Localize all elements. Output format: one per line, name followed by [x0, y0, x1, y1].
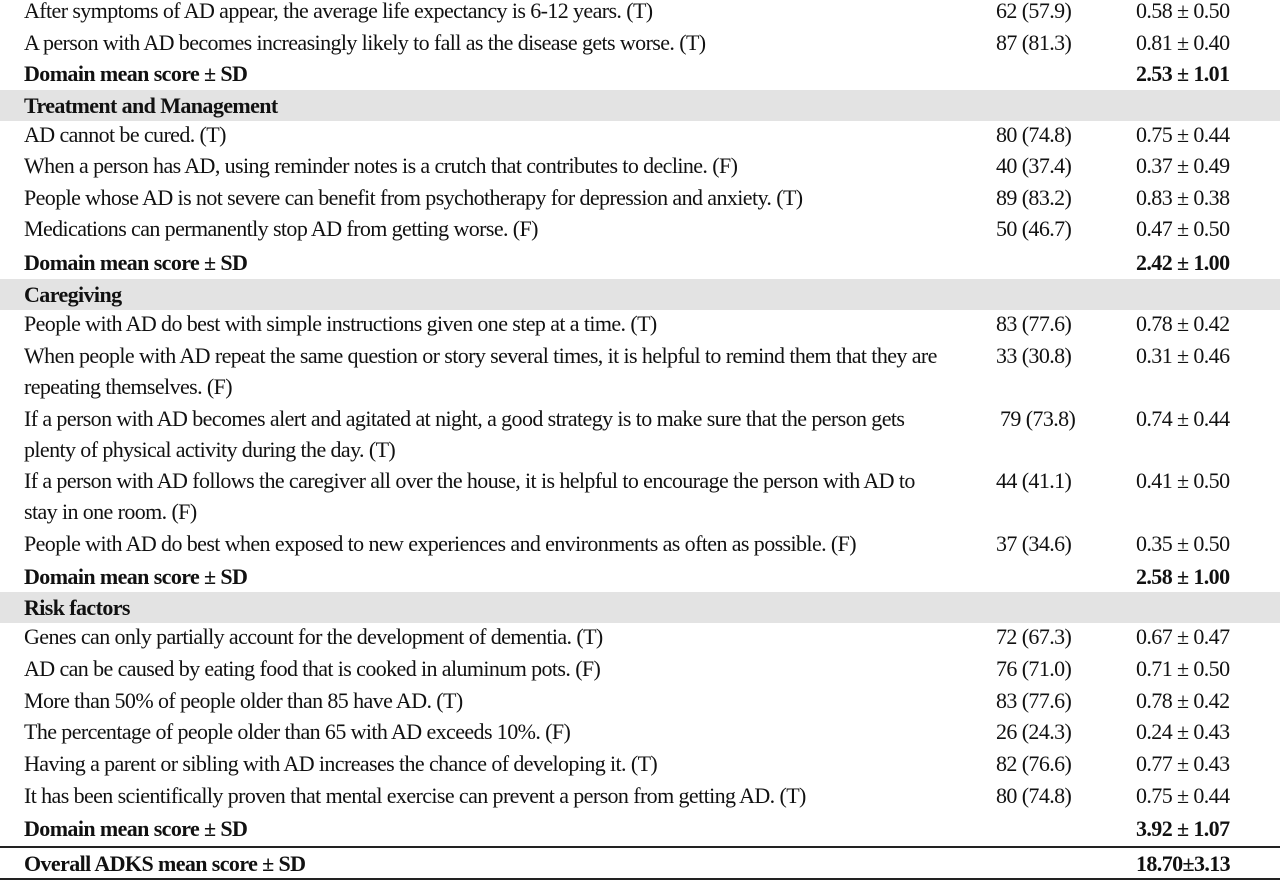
- table-row: [0, 150, 1280, 181]
- table-row: [0, 685, 1280, 716]
- mean-sd-cell: 0.35 ± 0.50: [1136, 531, 1230, 556]
- correct-count-cell: 80 (74.8): [996, 122, 1072, 147]
- correct-count-cell: 50 (46.7): [996, 216, 1072, 241]
- mean-sd-cell: 0.74 ± 0.44: [1136, 406, 1230, 431]
- table-row: [0, 748, 1280, 779]
- item-text: If a person with AD follows the caregiver all over the house, it is helpful to encourage the person with AD to stay in one room. (F): [24, 468, 915, 524]
- mean-sd-cell: 0.78 ± 0.42: [1136, 311, 1230, 336]
- mean-sd-cell: 2.58 ± 1.00: [1136, 564, 1230, 589]
- item-text: When a person has AD, using reminder notes is a crutch that contributes to decline. (F): [24, 153, 738, 178]
- item-text: AD cannot be cured. (T): [24, 122, 226, 147]
- correct-count-cell: 87 (81.3): [996, 30, 1072, 55]
- correct-count-cell: 72 (67.3): [996, 624, 1072, 649]
- item-text: It has been scientifically proven that mental exercise can prevent a person from getting AD. (T): [24, 783, 806, 808]
- mean-sd-cell: 0.77 ± 0.43: [1136, 751, 1230, 776]
- mean-sd-cell: 0.37 ± 0.49: [1136, 153, 1230, 178]
- domain-mean-row: [0, 247, 1280, 278]
- table-row: [0, 182, 1280, 213]
- table-row: [0, 621, 1280, 652]
- item-text: Domain mean score ± SD: [24, 564, 248, 589]
- section-title: Treatment and Management: [24, 93, 278, 118]
- mean-sd-cell: 0.31 ± 0.46: [1136, 343, 1230, 368]
- table-row: [0, 528, 1280, 559]
- correct-count-cell: 40 (37.4): [996, 153, 1072, 178]
- table-row: [0, 780, 1280, 811]
- correct-count-cell: 62 (57.9): [996, 0, 1072, 23]
- table-row: [0, 119, 1280, 150]
- item-text: Genes can only partially account for the development of dementia. (T): [24, 624, 603, 649]
- item-text: Overall ADKS mean score ± SD: [24, 851, 306, 876]
- overall-mean-row: [0, 846, 1280, 880]
- mean-sd-cell: 0.47 ± 0.50: [1136, 216, 1230, 241]
- mean-sd-cell: 3.92 ± 1.07: [1136, 816, 1230, 841]
- correct-count-cell: 76 (71.0): [996, 656, 1072, 681]
- mean-sd-cell: 0.75 ± 0.44: [1136, 122, 1230, 147]
- item-text: Domain mean score ± SD: [24, 816, 248, 841]
- mean-sd-cell: 0.58 ± 0.50: [1136, 0, 1230, 23]
- mean-sd-cell: 0.24 ± 0.43: [1136, 719, 1230, 744]
- table-row: [0, 308, 1280, 339]
- item-text: People whose AD is not severe can benefit from psychotherapy for depression and anxiety. (T): [24, 185, 803, 210]
- item-text: Having a parent or sibling with AD increases the chance of developing it. (T): [24, 751, 658, 776]
- section-header-row: [0, 592, 1280, 623]
- mean-sd-cell: 0.75 ± 0.44: [1136, 783, 1230, 808]
- table-row: [0, 213, 1280, 244]
- table-row: [0, 465, 1280, 527]
- item-text: Domain mean score ± SD: [24, 61, 248, 86]
- mean-sd-cell: 2.42 ± 1.00: [1136, 250, 1230, 275]
- item-text: People with AD do best with simple instructions given one step at a time. (T): [24, 311, 657, 336]
- mean-sd-cell: 2.53 ± 1.01: [1136, 61, 1230, 86]
- mean-sd-cell: 0.81 ± 0.40: [1136, 30, 1230, 55]
- table-row: [0, 340, 1280, 402]
- table-row: [0, 27, 1280, 58]
- correct-count-cell: 82 (76.6): [996, 751, 1072, 776]
- mean-sd-cell: 0.41 ± 0.50: [1136, 468, 1230, 493]
- mean-sd-cell: 18.70±3.13: [1136, 851, 1231, 876]
- mean-sd-cell: 0.78 ± 0.42: [1136, 688, 1230, 713]
- domain-mean-row: [0, 561, 1280, 592]
- table-row: [0, 716, 1280, 747]
- section-header-row: [0, 279, 1280, 310]
- item-text: If a person with AD becomes alert and agitated at night, a good strategy is to make sure that the person gets plenty of physical activity during the day. (T): [24, 406, 905, 462]
- mean-sd-cell: 0.67 ± 0.47: [1136, 624, 1230, 649]
- correct-count-cell: 44 (41.1): [996, 468, 1072, 493]
- item-text: The percentage of people older than 65 with AD exceeds 10%. (F): [24, 719, 571, 744]
- mean-sd-cell: 0.83 ± 0.38: [1136, 185, 1230, 210]
- item-text: People with AD do best when exposed to new experiences and environments as often as possible. (F): [24, 531, 856, 556]
- item-text: More than 50% of people older than 85 have AD. (T): [24, 688, 463, 713]
- correct-count-cell: 79 (73.8): [1000, 406, 1076, 431]
- table-row: [0, 403, 1280, 465]
- item-text: When people with AD repeat the same question or story several times, it is helpful to remind them that they are repeating themselves. (F): [24, 343, 937, 399]
- correct-count-cell: 80 (74.8): [996, 783, 1072, 808]
- item-text: AD can be caused by eating food that is cooked in aluminum pots. (F): [24, 656, 601, 681]
- correct-count-cell: 83 (77.6): [996, 311, 1072, 336]
- table-row: [0, 0, 1280, 26]
- section-title: Risk factors: [24, 595, 130, 620]
- correct-count-cell: 37 (34.6): [996, 531, 1072, 556]
- section-title: Caregiving: [24, 282, 122, 307]
- correct-count-cell: 83 (77.6): [996, 688, 1072, 713]
- domain-mean-row: [0, 58, 1280, 89]
- correct-count-cell: 26 (24.3): [996, 719, 1072, 744]
- item-text: Medications can permanently stop AD from getting worse. (F): [24, 216, 538, 241]
- section-header-row: [0, 90, 1280, 121]
- correct-count-cell: 89 (83.2): [996, 185, 1072, 210]
- correct-count-cell: 33 (30.8): [996, 343, 1072, 368]
- table-row: [0, 653, 1280, 684]
- item-text: A person with AD becomes increasingly likely to fall as the disease gets worse. (T): [24, 30, 706, 55]
- item-text: After symptoms of AD appear, the average life expectancy is 6-12 years. (T): [24, 0, 653, 23]
- item-text: Domain mean score ± SD: [24, 250, 248, 275]
- domain-mean-row: [0, 813, 1280, 844]
- mean-sd-cell: 0.71 ± 0.50: [1136, 656, 1230, 681]
